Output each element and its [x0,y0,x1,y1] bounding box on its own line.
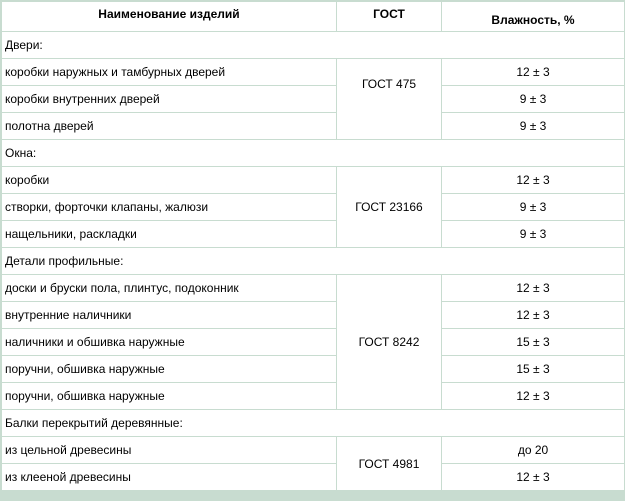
item-name: из цельной древесины [2,437,336,463]
item-name: поручни, обшивка наружные [2,356,336,382]
item-name: полотна дверей [2,113,336,139]
item-name: створки, форточки клапаны, жалюзи [2,194,336,220]
item-name: коробки внутренних дверей [2,86,336,112]
header-name: Наименование изделий [2,2,336,31]
table-row [2,356,624,382]
item-humidity: 9 ± 3 [442,113,624,139]
item-humidity: 12 ± 3 [442,167,624,193]
item-name: доски и бруски пола, плинтус, подоконник [2,275,336,301]
table-row [2,464,624,490]
section-row [2,248,624,274]
gost-windows: ГОСТ 23166 [337,167,441,247]
item-humidity: 15 ± 3 [442,329,624,355]
humidity-table [1,1,625,491]
table-row [2,302,624,328]
section-title-doors: Двери: [2,32,624,58]
table-row [2,167,624,193]
gost-doors: ГОСТ 475 [337,59,441,139]
item-name: наличники и обшивка наружные [2,329,336,355]
gost-profile-parts: ГОСТ 8242 [337,275,441,409]
table-row [2,113,624,139]
table-row [2,329,624,355]
section-row [2,32,624,58]
table-row [2,221,624,247]
section-row [2,410,624,436]
item-name: из клееной древесины [2,464,336,490]
header-humidity: Влажность, % [442,2,624,31]
header-gost: ГОСТ [337,2,441,31]
item-name: поручни, обшивка наружные [2,383,336,409]
table-row [2,275,624,301]
item-name: нащельники, раскладки [2,221,336,247]
gost-floor-beams: ГОСТ 4981 [337,437,441,490]
item-humidity: до 20 [442,437,624,463]
section-row [2,140,624,166]
item-humidity: 12 ± 3 [442,59,624,85]
item-humidity: 9 ± 3 [442,221,624,247]
item-name: внутренние наличники [2,302,336,328]
section-title-windows: Окна: [2,140,624,166]
table-row [2,437,624,463]
table-header-row [2,2,624,31]
section-title-profile-parts: Детали профильные: [2,248,624,274]
item-humidity: 12 ± 3 [442,383,624,409]
section-title-floor-beams: Балки перекрытий деревянные: [2,410,624,436]
item-humidity: 12 ± 3 [442,275,624,301]
table-row [2,194,624,220]
item-name: коробки [2,167,336,193]
item-name: коробки наружных и тамбурных дверей [2,59,336,85]
item-humidity: 12 ± 3 [442,302,624,328]
item-humidity: 9 ± 3 [442,86,624,112]
table-row [2,59,624,85]
table-row [2,383,624,409]
item-humidity: 9 ± 3 [442,194,624,220]
table-row [2,86,624,112]
item-humidity: 12 ± 3 [442,464,624,490]
item-humidity: 15 ± 3 [442,356,624,382]
